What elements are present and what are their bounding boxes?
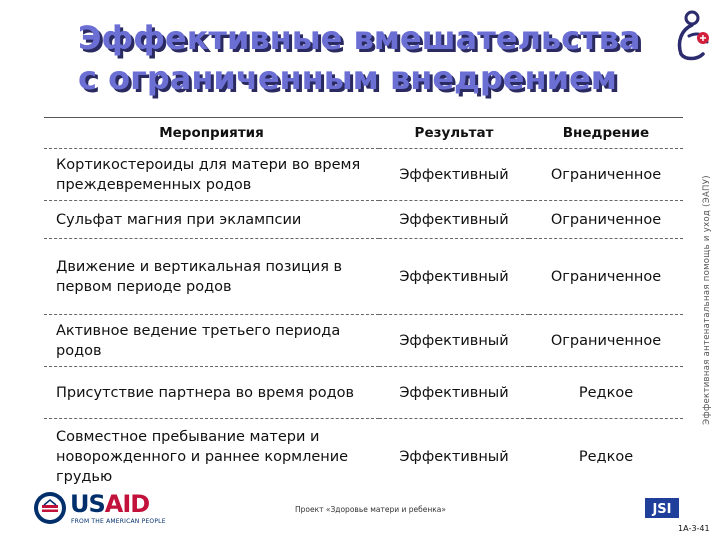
usaid-logo [33,489,166,531]
mother-and-child-logo-icon [667,8,719,64]
header-adoption: Внедрение [529,118,683,149]
usaid-wordmark-us: US [70,490,105,518]
table-row [44,367,683,419]
table-row [44,315,683,367]
jsi-wordmark: JSI [652,502,672,517]
side-caption [699,130,715,470]
cell-intervention: Кортикостероиды для матери во время преждевременных родов [44,149,379,201]
cell-intervention: Совместное пребывание матери и новорожденного и раннее кормление грудью [56,428,349,485]
cell-intervention: Движение и вертикальная позиция в первом периоде родов [44,239,379,315]
usaid-seal-icon [33,491,67,525]
slide-title-line2: с ограниченным внедрением [78,59,617,97]
usaid-wordmark [70,490,149,518]
usaid-wordmark-aid: AID [104,490,150,518]
cell-adoption: Редкое [578,448,634,465]
usaid-tagline: FROM THE AMERICAN PEOPLE [71,518,166,525]
jsi-logo [645,498,679,518]
cell-result: Эффективный [379,201,529,239]
cell-adoption: Ограниченное [529,315,683,367]
header-result: Результат [379,118,529,149]
cell-intervention: Присутствие партнера во время родов [44,367,379,419]
slide-number: 1А-3-41 [678,524,710,533]
cell-result: Эффективный [379,315,529,367]
cell-intervention: Сульфат магния при эклампсии [44,201,379,239]
slide-title-line1: Эффективные вмешательства [78,19,641,57]
side-caption-text: Эффективная антенатальная помощь и уход (ЭАПУ) [702,175,712,425]
cell-result: Эффективный [379,367,529,419]
footer-project: Проект «Здоровье матери и ребенка» [295,505,446,514]
cell-adoption: Ограниченное [529,201,683,239]
interventions-table [44,117,683,495]
table-row [44,201,683,239]
table-row [44,419,683,495]
table-header-row [44,118,683,149]
cell-intervention: Активное ведение третьего периода родов [44,315,379,367]
table-row [44,149,683,201]
slide-title [78,18,678,98]
cell-result: Эффективный [399,448,509,465]
header-interventions: Мероприятия [44,118,379,149]
cell-result: Эффективный [379,239,529,315]
cell-adoption: Ограниченное [529,149,683,201]
table-row [44,239,683,315]
cell-adoption: Редкое [529,367,683,419]
cell-adoption: Ограниченное [529,239,683,315]
cell-result: Эффективный [379,149,529,201]
